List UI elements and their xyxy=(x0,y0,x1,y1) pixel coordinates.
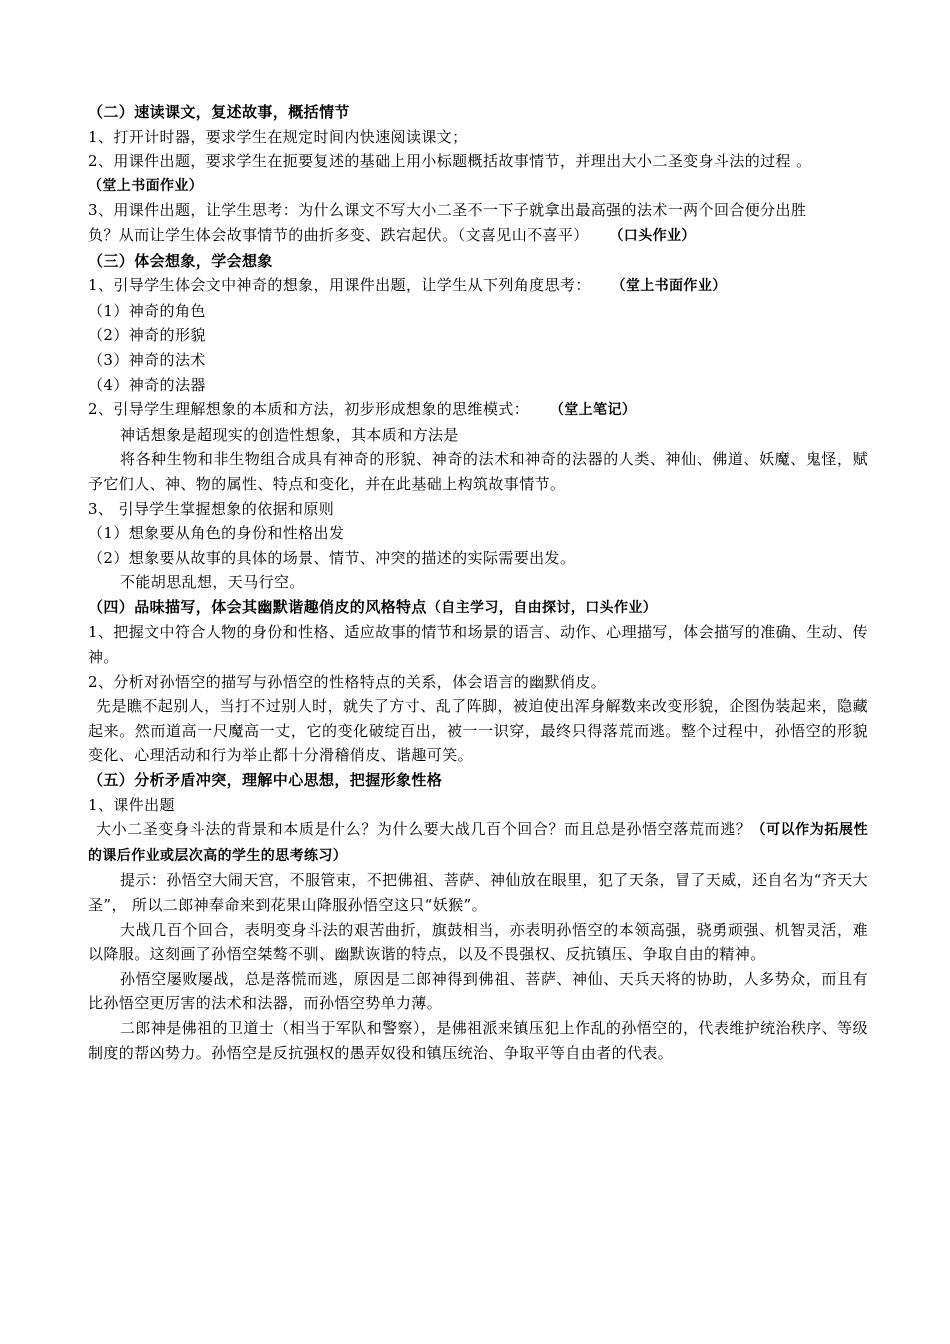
section-5-hint-4: 二郎神是佛祖的卫道士（相当于军队和警察），是佛祖派来镇压犯上作乱的孙悟空的，代表维护统治秩序、等级制度的帮凶势力。孙悟空是反抗强权的愚弄奴役和镇压统治、争取平等自由者的代表。 xyxy=(88,1018,868,1062)
section-3-item-1-note: （堂上书面作业） xyxy=(611,278,727,295)
section-2-item-3-text: 负？从而让学生体会故事情节的曲折多变、跌宕起伏。（文喜见山不喜平） xyxy=(88,225,589,244)
section-5-item-1: 1、课件出题 xyxy=(88,795,175,814)
section-5-hint-1: 提示：孙悟空大闹天宫，不服管束，不把佛祖、菩萨、神仙放在眼里，犯了天条，冒了天威，还自名为“齐天大圣”， 所以二郎神奉命来到花果山降服孙悟空这只“妖猴”。 xyxy=(88,871,868,914)
section-3-list-item: （3）神奇的法术 xyxy=(88,350,206,369)
section-3-list-item: （4）神奇的法器 xyxy=(88,375,206,394)
section-4-heading: （四）品味描写，体会其幽默谐趣俏皮的风格特点 xyxy=(88,597,427,616)
section-3-item-2 xyxy=(88,397,868,423)
section-3-list-item: （2）神奇的形貌 xyxy=(88,326,206,345)
section-2-item-2-note: （堂上书面作业） xyxy=(88,177,204,194)
section-2-item-3-line-1: 3、用课件出题，让学生思考：为什么课文不写大小二圣不一下子就拿出最高强的法术一两个回合便分出胜 xyxy=(88,201,807,220)
section-2-item-3-note: （口头作业） xyxy=(609,227,696,244)
section-5-question-text: 大小二圣变身斗法的背景和本质是什么？为什么要大战几百个回合？而且总是孙悟空落荒而逃？ xyxy=(96,820,752,839)
section-3-item-3-subitem: （2）想象要从故事的具体的场景、情节、冲突的描述的实际需要出发。 xyxy=(88,548,576,567)
section-2-heading: （二）速读课文，复述故事，概括情节 xyxy=(88,103,350,121)
section-3-item-2-detail-1: 神话想象是超现实的创造性想象，其本质和方法是 xyxy=(120,425,459,444)
section-4-item-1: 1、把握文中符合人物的身份和性格、适应故事的情节和场景的语言、动作、心理描写，体会描写的准确、生动、传神。 xyxy=(88,623,868,667)
section-3-item-1-text: 1、引导学生体会文中神奇的想象，用课件出题，让学生从下列角度思考： xyxy=(88,276,591,295)
section-5-hint-3: 孙悟空屡败屡战，总是落慌而逃，原因是二郎神得到佛祖、菩萨、神仙、天兵天将的协助，人多势众，而且有比孙悟空更厉害的法术和法器，而孙悟空势单力薄。 xyxy=(88,969,868,1013)
section-3-item-3-subitem: （1）想象要从角色的身份和性格出发 xyxy=(88,524,345,543)
section-3-item-3: 3、 引导学生掌握想象的依据和原则 xyxy=(88,499,335,518)
section-5-question xyxy=(88,817,868,868)
section-4-item-2: 2、分析对孙悟空的描写与孙悟空的性格特点的关系，体会语言的幽默俏皮。 xyxy=(88,672,607,691)
section-4-heading-line xyxy=(88,595,868,621)
section-3-list-item: （1）神奇的角色 xyxy=(88,301,206,320)
section-3-item-3-detail: 不能胡思乱想，天马行空。 xyxy=(120,573,305,592)
section-5-question-note: （可以作为拓展性的课后作业或层次高的学生的思考练习） xyxy=(88,822,869,864)
section-2-item-2: 2、用课件出题，要求学生在扼要复述的基础上用小标题概括故事情节，并理出大小二圣变身斗法的过程 。 xyxy=(88,152,812,171)
section-3-item-1 xyxy=(88,273,868,299)
section-4-item-2-detail: 先是瞧不起别人，当打不过别人时，就失了方寸、乱了阵脚，被迫使出浑身解数来改变形貌，企图伪装起来，隐藏起来。然而道高一尺魔高一丈，它的变化破绽百出，被一一识穿，最终只得落荒而逃。整个过程中，孙悟空的形貌变化、心理活动和行为举止都十分滑稽俏皮、谐趣可笑。 xyxy=(88,697,868,765)
document-page xyxy=(88,100,868,1065)
section-2-item-3-line-2 xyxy=(88,223,868,249)
section-5-heading: （五）分析矛盾冲突，理解中心思想，把握形象性格 xyxy=(88,771,443,790)
section-3-item-2-text: 2、引导学生理解想象的本质和方法，初步形成想象的思维模式： xyxy=(88,400,530,419)
section-3-heading: （三）体会想象，学会想象 xyxy=(88,251,273,270)
section-5-hint-2: 大战几百个回合，表明变身斗法的艰苦曲折，旗鼓相当，亦表明孙悟空的本领高强，骁勇顽强、机智灵活，难以降服。这刻画了孙悟空桀骜不驯、幽默诙谐的特点，以及不畏强权、反抗镇压、争取自由的精神。 xyxy=(88,920,868,964)
section-4-heading-note: （自主学习，自由探讨，口头作业） xyxy=(426,599,658,616)
section-3-item-2-note: （堂上笔记） xyxy=(549,402,637,419)
section-2-item-1: 1、打开计时器，要求学生在规定时间内快速阅读课文； xyxy=(88,127,468,146)
section-3-item-2-detail-2: 将各种生物和非生物组合成具有神奇的形貌、神奇的法术和神奇的法器的人类、神仙、佛道、妖魔、鬼怪，赋予它们人、神、物的属性、特点和变化，并在此基础上构筑故事情节。 xyxy=(88,450,868,493)
